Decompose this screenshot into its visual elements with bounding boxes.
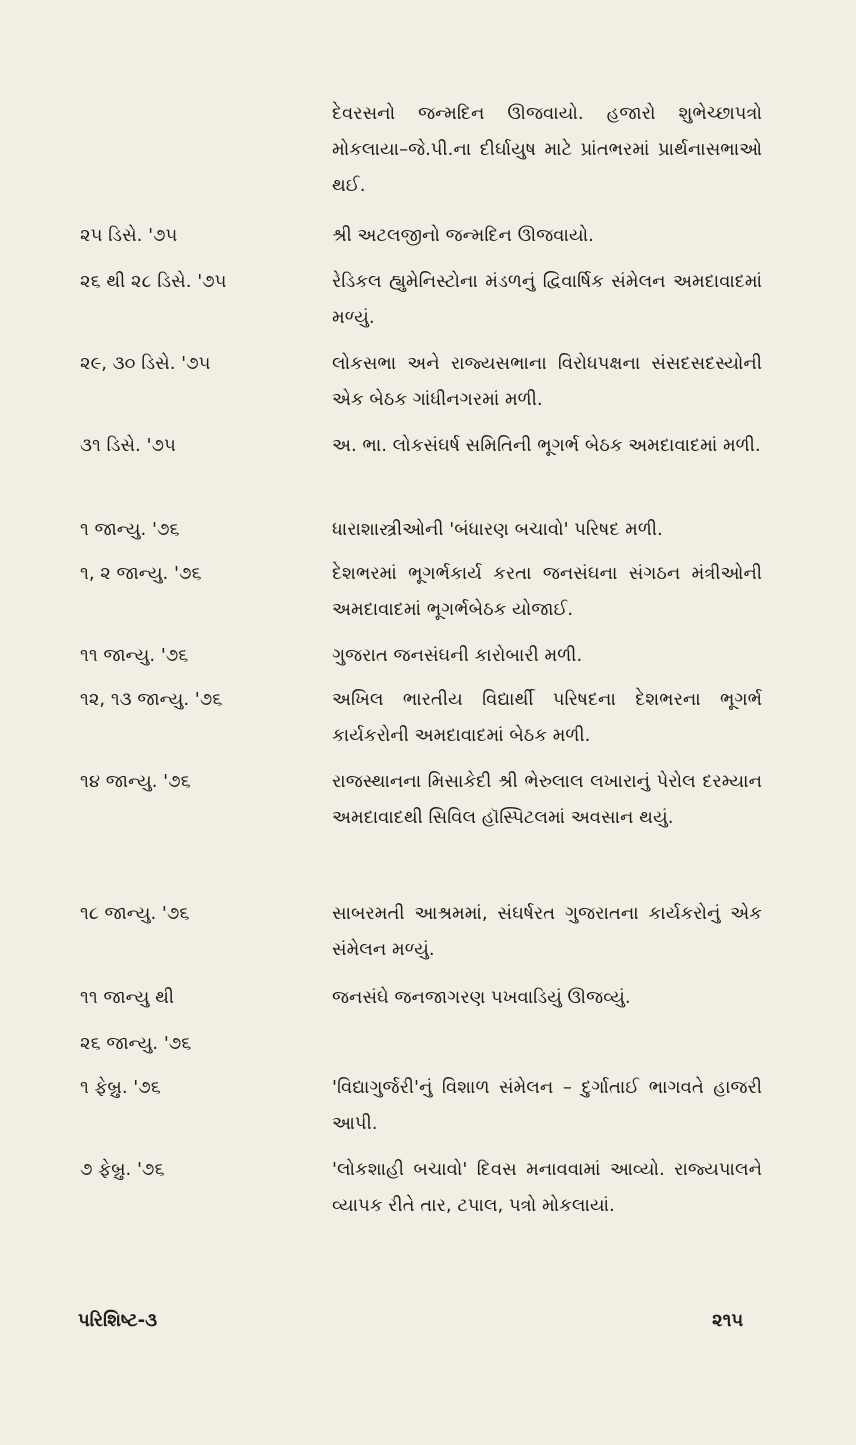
entry-date: ૩૧ ડિસે. '૭૫ [80, 435, 176, 456]
entry-text: 'લોકશાહી બચાવો' દિવસ મનાવવામાં આવ્યો. રાજ્યપાલને વ્યાપક રીતે તાર, ટપાલ, પત્રો મોકલાયાં. [332, 1159, 762, 1216]
entry-date: ૨૬ થી ૨૮ ડિસે. '૭૫ [80, 271, 227, 292]
entry-text: લોકસભા અને રાજ્યસભાના વિરોધપક્ષના સંસદસદસ્યોની એક બેઠક ગાંધીનગરમાં મળી. [332, 353, 762, 410]
entry-date: ૨૫ ડિસે. '૭૫ [80, 225, 178, 246]
entry-text: ધારાશાસ્ત્રીઓની 'બંધારણ બચાવો' પરિષદ મળી. [332, 519, 663, 540]
entry-date: ૧, ૨ જાન્યુ. '૭૬ [80, 563, 202, 584]
entry-date: ૨૬ જાન્યુ. '૭૬ [80, 1033, 192, 1054]
entry-text: અખિલ ભારતીય વિદ્યાર્થી પરિષદના દેશભરના ભૂગર્ભ કાર્યકરોની અમદાવાદમાં બેઠક મળી. [332, 689, 762, 746]
entry-text: રેડિકલ હ્યુમેનિસ્ટોના મંડળનું દ્વિવાર્ષિક સંમેલન અમદાવાદમાં મળ્યું. [332, 271, 762, 328]
entry-text: શ્રી અટલજીનો જન્મદિન ઊજવાયો. [332, 225, 594, 246]
entry-text: જનસંઘે જનજાગરણ પખવાડિયું ઊજવ્યું. [332, 987, 631, 1008]
entry-text: ગુજરાત જનસંઘની કારોબારી મળી. [332, 645, 583, 666]
entry-date: ૧૧ જાન્યુ થી [80, 987, 175, 1008]
entry-date: ૧ જાન્યુ. '૭૬ [80, 519, 180, 540]
entry-text: દેશભરમાં ભૂગર્ભકાર્ય કરતા જનસંઘના સંગઠન મંત્રીઓની અમદાવાદમાં ભૂગર્ભબેઠક યોજાઈ. [332, 563, 762, 620]
page-number: ૨૧૫ [712, 1310, 744, 1331]
entry-date: ૧૨, ૧૩ જાન્યુ. '૭૬ [80, 689, 223, 710]
entry-date: ૧૧ જાન્યુ. '૭૬ [80, 645, 189, 666]
entry-text: સાબરમતી આશ્રમમાં, સંઘર્ષરત ગુજરાતના કાર્યકરોનું એક સંમેલન મળ્યું. [332, 903, 762, 960]
entry-date: ૭ ફેબ્રુ. '૭૬ [80, 1159, 165, 1180]
entry-date: ૧૮ જાન્યુ. '૭૬ [80, 903, 190, 924]
entry-date: ૧૪ જાન્યુ. '૭૬ [80, 771, 191, 792]
entry-text: 'વિદ્યાગુર્જરી'નું વિશાળ સંમેલન – દુર્ગાતાઈ ભાગવતે હાજરી આપી. [332, 1077, 762, 1134]
entry-text: અ. ભા. લોકસંઘર્ષ સમિતિની ભૂગર્ભ બેઠક અમદાવાદમાં મળી. [332, 435, 761, 456]
entry-date: ૨૯, ૩૦ ડિસે. '૭૫ [80, 353, 211, 374]
entry-date: ૧ ફેબ્રુ. '૭૬ [80, 1077, 161, 1098]
footer-appendix-label: પરિશિષ્ટ-૩ [78, 1310, 158, 1331]
entry-text: દેવરસનો જન્મદિન ઊજવાયો. હજારો શુભેચ્છાપત્રો મોકલાયા–જે.પી.ના દીર્ઘાયુષ માટે પ્રાંતભરમાં પ્રાર્થનાસભાઓ થઈ. [332, 103, 762, 196]
entry-text: રાજસ્થાનના મિસાકેદી શ્રી ભેરુલાલ લખારાનું પેરોલ દરમ્યાન અમદાવાદથી સિવિલ હૉસ્પિટલમાં અવસાન થયું. [332, 771, 762, 828]
